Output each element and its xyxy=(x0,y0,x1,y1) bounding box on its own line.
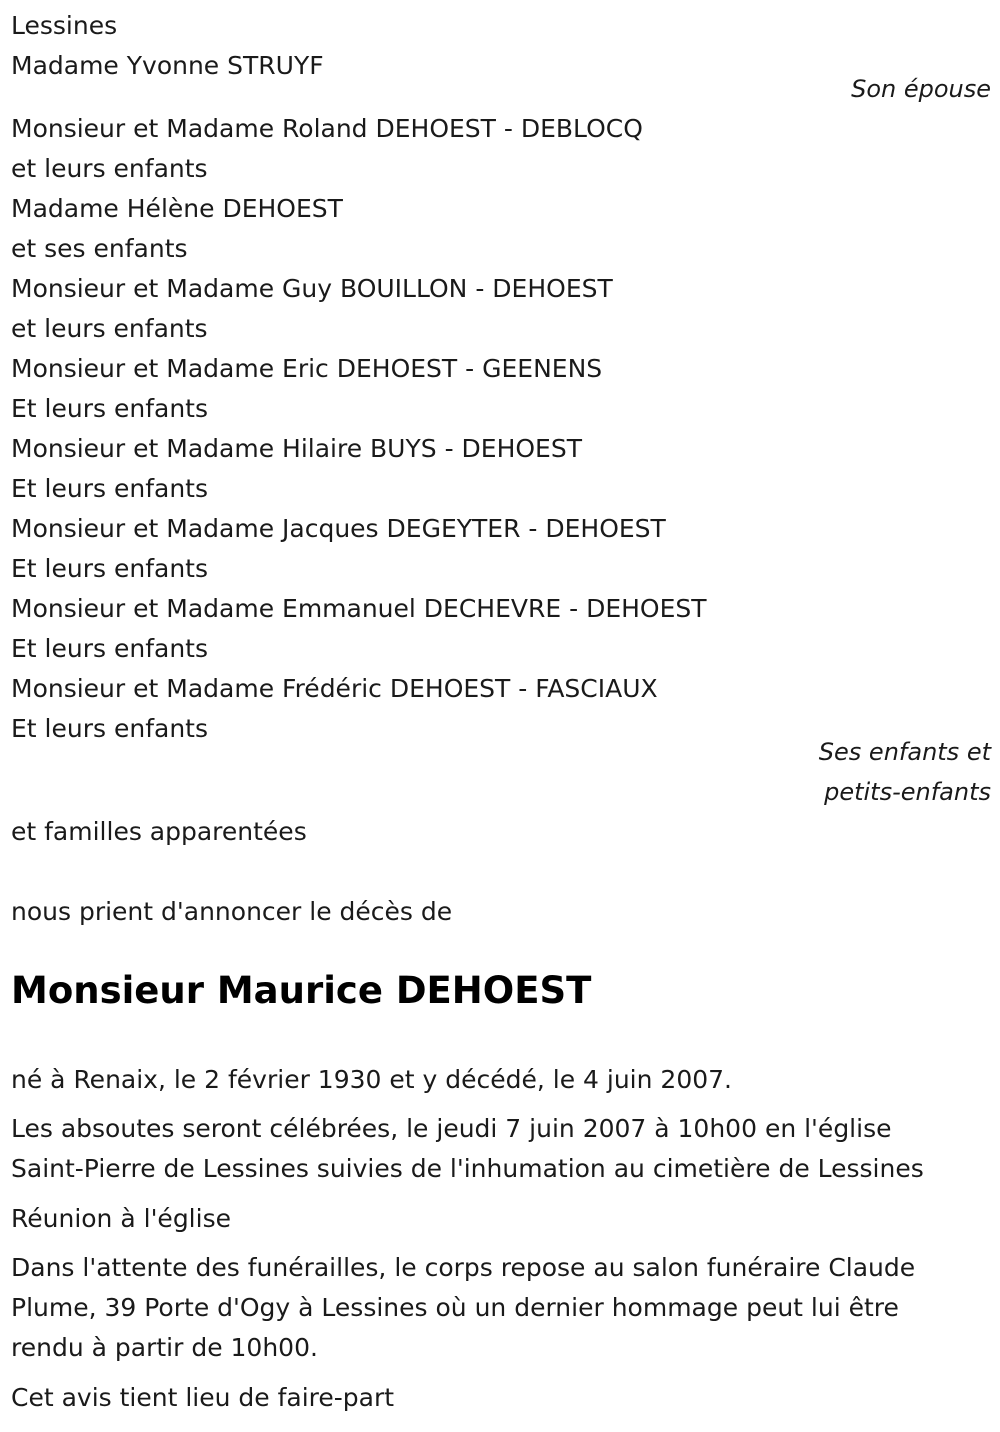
relatives-line: et familles apparentées xyxy=(11,817,307,846)
family-line: et ses enfants xyxy=(11,234,188,263)
family-line: Et leurs enfants xyxy=(11,554,208,583)
spouse-name: Madame Yvonne STRUYF xyxy=(11,51,324,80)
viewing-line: Dans l'attente des funérailles, le corps repose au salon funéraire Claude xyxy=(11,1253,916,1282)
family-line: Et leurs enfants xyxy=(11,474,208,503)
family-line: Monsieur et Madame Eric DEHOEST - GEENENS xyxy=(11,354,603,383)
viewing-line: Plume, 39 Porte d'Ogy à Lessines où un dernier hommage peut lui être xyxy=(11,1293,899,1322)
family-role-line1: Ses enfants et xyxy=(818,738,991,766)
family-line: Monsieur et Madame Emmanuel DECHEVRE - DEHOEST xyxy=(11,594,707,623)
family-line: Monsieur et Madame Jacques DEGEYTER - DEHOEST xyxy=(11,514,666,543)
obituary-notice xyxy=(11,0,991,1432)
family-line: Monsieur et Madame Roland DEHOEST - DEBLOCQ xyxy=(11,114,643,143)
deceased-name: Monsieur Maurice DEHOEST xyxy=(11,969,592,1012)
family-line: et leurs enfants xyxy=(11,154,208,183)
birth-death-line: né à Renaix, le 2 février 1930 et y décédé, le 4 juin 2007. xyxy=(11,1065,732,1094)
family-line: Monsieur et Madame Frédéric DEHOEST - FASCIAUX xyxy=(11,674,658,703)
family-line: Monsieur et Madame Hilaire BUYS - DEHOEST xyxy=(11,434,582,463)
family-line: Monsieur et Madame Guy BOUILLON - DEHOEST xyxy=(11,274,613,303)
family-line: Et leurs enfants xyxy=(11,714,208,743)
city: Lessines xyxy=(11,11,118,40)
family-line: Et leurs enfants xyxy=(11,634,208,663)
family-line: et leurs enfants xyxy=(11,314,208,343)
service-line: Les absoutes seront célébrées, le jeudi 7 juin 2007 à 10h00 en l'église xyxy=(11,1114,892,1143)
viewing-line: rendu à partir de 10h00. xyxy=(11,1333,318,1362)
notice-line: Cet avis tient lieu de faire-part xyxy=(11,1383,395,1412)
service-line: Saint-Pierre de Lessines suivies de l'inhumation au cimetière de Lessines xyxy=(11,1154,924,1183)
family-role-line2: petits-enfants xyxy=(824,778,991,806)
meeting-line: Réunion à l'église xyxy=(11,1204,231,1233)
family-line: Madame Hélène DEHOEST xyxy=(11,194,343,223)
spouse-role: Son épouse xyxy=(851,75,991,103)
family-line: Et leurs enfants xyxy=(11,394,208,423)
announcement-line: nous prient d'annoncer le décès de xyxy=(11,897,453,926)
